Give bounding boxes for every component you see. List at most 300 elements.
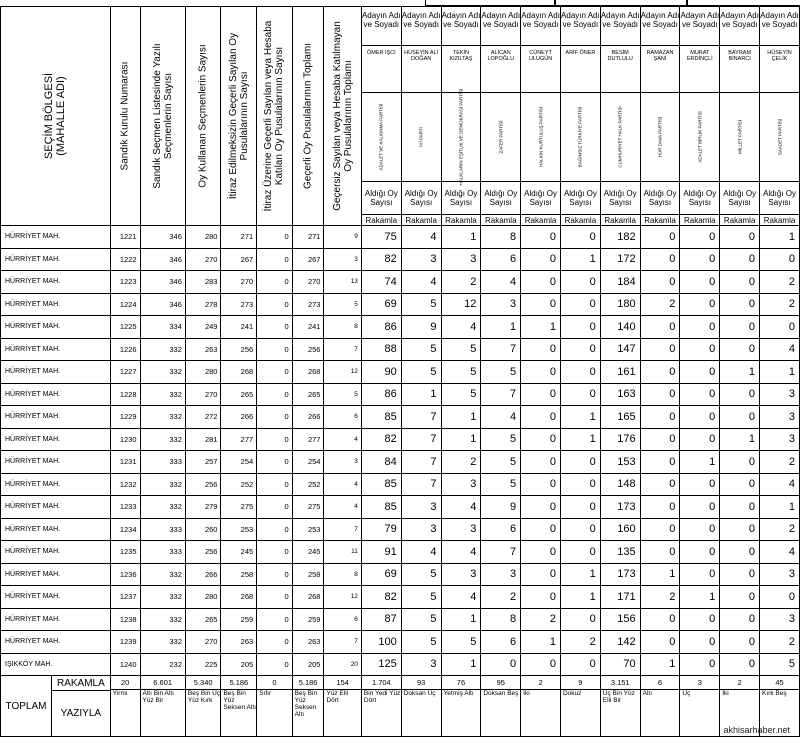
- candidate-votes-cell: 0: [560, 541, 600, 564]
- candidate-votes-cell: 156: [600, 608, 640, 631]
- candidate-votes-cell: 86: [361, 383, 401, 406]
- candidate-votes-cell: 0: [521, 473, 561, 496]
- total-words-cell: Altı: [640, 690, 680, 737]
- candidate-votes-cell: 7: [401, 406, 441, 429]
- ballot-box-cell: 1238: [110, 608, 140, 631]
- candidate-votes-cell: 0: [521, 518, 561, 541]
- candidate-votes-cell: 4: [760, 541, 800, 564]
- candidate-votes-cell: 0: [521, 586, 561, 609]
- total-words-cell: Altı Bin Altı Yüz Bir: [140, 690, 185, 737]
- total-words-cell: Üç Bin Yüz Elli Bir: [600, 690, 640, 737]
- candidate-votes-cell: 180: [600, 293, 640, 316]
- candidate-votes-cell: 5: [401, 361, 441, 384]
- candidate-header-1: [361, 7, 401, 226]
- candidate-votes-cell: 5: [401, 586, 441, 609]
- total-words-cell: İki: [521, 690, 561, 737]
- candidate-header-label: Adayın Adı ve Soyadı: [521, 7, 560, 46]
- aldigi-label: Aldığı Oy Sayısı: [760, 182, 799, 215]
- candidate-votes-cell: 161: [600, 361, 640, 384]
- candidate-votes-cell: 0: [640, 338, 680, 361]
- mahalle-cell: HÜRRİYET MAH.: [1, 406, 111, 429]
- invalid-cell: 3: [324, 451, 361, 474]
- candidate-votes-cell: 0: [720, 653, 760, 676]
- total-words-cell: Beş Bin Yüz Seksen Altı: [221, 690, 257, 737]
- candidate-votes-cell: 0: [640, 608, 680, 631]
- candidate-votes-cell: 7: [401, 451, 441, 474]
- candidate-votes-cell: 2: [441, 451, 481, 474]
- candidate-votes-cell: 4: [481, 406, 521, 429]
- mahalle-cell: HÜRRİYET MAH.: [1, 473, 111, 496]
- registered-cell: 332: [140, 406, 185, 429]
- candidate-header-7: [600, 7, 640, 226]
- invalid-cell: 7: [324, 631, 361, 654]
- objected-valid-cell: 0: [257, 383, 292, 406]
- invalid-cell: 4: [324, 473, 361, 496]
- candidate-party: ZAFER PARTİSİ: [481, 93, 520, 182]
- candidate-votes-cell: 1: [560, 563, 600, 586]
- rakamla-label: Rakamla: [644, 215, 676, 225]
- total-number-cell: 3.151: [600, 676, 640, 690]
- candidate-header-label: Adayın Adı ve Soyadı: [760, 7, 799, 46]
- candidate-votes-cell: 0: [640, 631, 680, 654]
- ballot-box-cell: 1231: [110, 451, 140, 474]
- mahalle-cell: HÜRRİYET MAH.: [1, 293, 111, 316]
- registered-cell: 332: [140, 361, 185, 384]
- candidate-header-label: Adayın Adı ve Soyadı: [680, 7, 719, 46]
- totals-rakamla-row: [1, 676, 800, 690]
- valid-total-cell: 277: [292, 428, 324, 451]
- candidate-votes-cell: 0: [760, 248, 800, 271]
- invalid-cell: 13: [324, 271, 361, 294]
- voted-cell: 270: [185, 383, 221, 406]
- candidate-votes-cell: 0: [560, 338, 600, 361]
- voted-cell: 270: [185, 248, 221, 271]
- table-row: [1, 428, 800, 451]
- candidate-votes-cell: 1: [441, 653, 481, 676]
- candidate-party: İYİ PARTİ: [402, 93, 441, 182]
- candidate-votes-cell: 1: [441, 406, 481, 429]
- voted-cell: 280: [185, 226, 221, 249]
- candidate-header-label: Adayın Adı ve Soyadı: [402, 7, 441, 46]
- valid-cell: 259: [221, 608, 257, 631]
- ballot-box-cell: 1232: [110, 473, 140, 496]
- invalid-cell: 7: [324, 338, 361, 361]
- invalid-cell: 5: [324, 383, 361, 406]
- invalid-cell: 20: [324, 653, 361, 676]
- candidate-votes-cell: 0: [720, 226, 760, 249]
- candidate-votes-cell: 7: [401, 428, 441, 451]
- valid-total-cell: 267: [292, 248, 324, 271]
- table-row: [1, 653, 800, 676]
- voted-cell: 256: [185, 541, 221, 564]
- objected-valid-cell: 0: [257, 248, 292, 271]
- total-words-cell: Yüz Elli Dört: [324, 690, 361, 737]
- mahalle-cell: IŞIKKÖY MAH.: [1, 653, 111, 676]
- candidate-votes-cell: 0: [720, 271, 760, 294]
- registered-cell: 232: [140, 653, 185, 676]
- candidate-votes-cell: 0: [720, 406, 760, 429]
- total-words-cell: İki: [720, 690, 760, 737]
- registered-cell: 346: [140, 271, 185, 294]
- voted-cell: 280: [185, 361, 221, 384]
- valid-total-header: Geçerli Oy Pusulalarının Toplamı: [292, 7, 324, 226]
- candidate-votes-cell: 0: [680, 541, 720, 564]
- candidate-votes-cell: 148: [600, 473, 640, 496]
- table-row: [1, 496, 800, 519]
- voted-cell: 266: [185, 563, 221, 586]
- candidate-votes-cell: 0: [560, 451, 600, 474]
- total-words-cell: Beş Bin Yüz Seksen Altı: [292, 690, 324, 737]
- candidate-votes-cell: 0: [560, 226, 600, 249]
- objected-valid-cell: 0: [257, 563, 292, 586]
- ballot-box-cell: 1235: [110, 541, 140, 564]
- candidate-votes-cell: 0: [680, 361, 720, 384]
- total-number-cell: 95: [481, 676, 521, 690]
- total-words-cell: Yetmiş Altı: [441, 690, 481, 737]
- candidate-votes-cell: 0: [680, 563, 720, 586]
- candidate-votes-cell: 85: [361, 473, 401, 496]
- candidate-votes-cell: 0: [521, 226, 561, 249]
- candidate-votes-cell: 7: [481, 541, 521, 564]
- candidate-votes-cell: 0: [680, 631, 720, 654]
- candidate-votes-cell: 4: [401, 541, 441, 564]
- candidate-votes-cell: 100: [361, 631, 401, 654]
- valid-cell: 253: [221, 518, 257, 541]
- candidate-votes-cell: 8: [481, 608, 521, 631]
- candidate-votes-cell: 0: [640, 248, 680, 271]
- candidate-votes-cell: 172: [600, 248, 640, 271]
- table-row: [1, 226, 800, 249]
- objected-valid-cell: 0: [257, 451, 292, 474]
- valid-cell: 267: [221, 248, 257, 271]
- candidate-name: TEKİN KIZILTAŞ: [442, 46, 481, 93]
- candidate-votes-cell: 0: [680, 428, 720, 451]
- candidate-votes-cell: 1: [680, 586, 720, 609]
- registered-cell: 332: [140, 608, 185, 631]
- valid-total-cell: 253: [292, 518, 324, 541]
- total-number-cell: 93: [401, 676, 441, 690]
- candidate-votes-cell: 0: [680, 608, 720, 631]
- candidate-name: MURAT ERDİNÇLİ: [680, 46, 719, 93]
- objected-valid-cell: 0: [257, 271, 292, 294]
- candidate-votes-cell: 2: [481, 586, 521, 609]
- mahalle-cell: HÜRRİYET MAH.: [1, 541, 111, 564]
- candidate-votes-cell: 9: [401, 316, 441, 339]
- table-row: [1, 518, 800, 541]
- candidate-votes-cell: 79: [361, 518, 401, 541]
- total-words-cell: Doksan Üç: [401, 690, 441, 737]
- voted-cell: 256: [185, 473, 221, 496]
- rakamla-label: Rakamla: [405, 215, 437, 225]
- registered-cell: 332: [140, 631, 185, 654]
- candidate-votes-cell: 85: [361, 496, 401, 519]
- totals-yaziyla-row: [1, 690, 800, 737]
- candidate-votes-cell: 1: [401, 383, 441, 406]
- total-words-cell: Doksan Beş: [481, 690, 521, 737]
- candidate-votes-cell: 86: [361, 316, 401, 339]
- candidate-votes-cell: 0: [521, 451, 561, 474]
- objected-valid-cell: 0: [257, 586, 292, 609]
- candidate-votes-cell: 82: [361, 248, 401, 271]
- candidate-votes-cell: 85: [361, 406, 401, 429]
- watermark: akhisarhaber.net: [723, 725, 790, 735]
- candidate-votes-cell: 90: [361, 361, 401, 384]
- candidate-votes-cell: 0: [680, 293, 720, 316]
- aldigi-label: Aldığı Oy Sayısı: [521, 182, 560, 215]
- total-words-cell: Kırk Beş: [760, 690, 800, 737]
- total-number-cell: 20: [110, 676, 140, 690]
- valid-cell: 268: [221, 586, 257, 609]
- candidate-votes-cell: 4: [441, 316, 481, 339]
- candidate-votes-cell: 1: [680, 451, 720, 474]
- registered-cell: 332: [140, 473, 185, 496]
- candidate-votes-cell: 2: [760, 631, 800, 654]
- total-words-cell: Dokuz: [560, 690, 600, 737]
- table-row: [1, 316, 800, 339]
- candidate-votes-cell: 165: [600, 406, 640, 429]
- ballot-box-cell: 1221: [110, 226, 140, 249]
- candidate-votes-cell: 2: [441, 271, 481, 294]
- candidate-votes-cell: 5: [401, 563, 441, 586]
- valid-cell: 277: [221, 428, 257, 451]
- candidate-votes-cell: 88: [361, 338, 401, 361]
- rakamla-label: Rakamla: [484, 215, 517, 225]
- registered-cell: 333: [140, 518, 185, 541]
- registered-cell: 333: [140, 451, 185, 474]
- rakamla-label: Rakamla: [524, 215, 557, 225]
- valid-total-cell: 256: [292, 338, 324, 361]
- candidate-votes-cell: 3: [760, 383, 800, 406]
- candidate-votes-cell: 0: [680, 248, 720, 271]
- total-number-cell: 76: [441, 676, 481, 690]
- candidate-votes-cell: 0: [680, 226, 720, 249]
- aldigi-label: Aldığı Oy Sayısı: [402, 182, 441, 215]
- rakamla-label: Rakamla: [564, 215, 597, 225]
- candidate-votes-cell: 0: [560, 608, 600, 631]
- voted-cell: 279: [185, 496, 221, 519]
- candidate-name: HÜSEYİN ÇELİK: [760, 46, 799, 93]
- candidate-votes-cell: 2: [560, 631, 600, 654]
- candidate-votes-cell: 0: [521, 563, 561, 586]
- candidate-votes-cell: 0: [720, 541, 760, 564]
- candidate-votes-cell: 182: [600, 226, 640, 249]
- candidate-header-2: [401, 7, 441, 226]
- candidate-votes-cell: 0: [680, 316, 720, 339]
- voted-cell: 281: [185, 428, 221, 451]
- candidate-header-9: [680, 7, 720, 226]
- candidate-votes-cell: 7: [481, 338, 521, 361]
- candidate-votes-cell: 3: [441, 473, 481, 496]
- candidate-votes-cell: 0: [560, 473, 600, 496]
- total-words-cell: Beş Bin Üç Yüz Kırk: [185, 690, 221, 737]
- candidate-votes-cell: 1: [521, 316, 561, 339]
- candidate-header-4: [481, 7, 521, 226]
- candidate-votes-cell: 5: [441, 338, 481, 361]
- ballot-box-cell: 1224: [110, 293, 140, 316]
- candidate-votes-cell: 0: [680, 338, 720, 361]
- ballot-box-cell: 1236: [110, 563, 140, 586]
- candidate-votes-cell: 0: [560, 653, 600, 676]
- rakamla-label: Rakamla: [763, 215, 796, 225]
- candidate-votes-cell: 5: [441, 383, 481, 406]
- candidate-votes-cell: 0: [481, 653, 521, 676]
- ballot-box-cell: 1225: [110, 316, 140, 339]
- candidate-header-11: [760, 7, 800, 226]
- candidate-votes-cell: 4: [441, 496, 481, 519]
- valid-cell: 205: [221, 653, 257, 676]
- valid-cell: 271: [221, 226, 257, 249]
- candidate-votes-cell: 3: [401, 248, 441, 271]
- candidate-votes-cell: 2: [760, 451, 800, 474]
- candidate-party: MİLLET PARTİSİ: [720, 93, 759, 182]
- candidate-votes-cell: 0: [720, 608, 760, 631]
- table-row: [1, 608, 800, 631]
- table-row: [1, 451, 800, 474]
- candidate-votes-cell: 4: [760, 473, 800, 496]
- candidate-header-10: [720, 7, 760, 226]
- rakamla-label: Rakamla: [445, 215, 477, 225]
- candidate-votes-cell: 5: [401, 631, 441, 654]
- candidate-votes-cell: 0: [720, 383, 760, 406]
- candidate-votes-cell: 0: [560, 293, 600, 316]
- candidate-votes-cell: 5: [401, 338, 441, 361]
- candidate-votes-cell: 1: [521, 631, 561, 654]
- candidate-votes-cell: 2: [521, 608, 561, 631]
- candidate-votes-cell: 2: [760, 271, 800, 294]
- valid-cell: 273: [221, 293, 257, 316]
- candidate-votes-cell: 0: [680, 473, 720, 496]
- candidate-votes-cell: 125: [361, 653, 401, 676]
- mahalle-cell: HÜRRİYET MAH.: [1, 271, 111, 294]
- candidate-votes-cell: 142: [600, 631, 640, 654]
- candidate-votes-cell: 0: [680, 518, 720, 541]
- candidate-votes-cell: 3: [760, 563, 800, 586]
- registered-header: Sandık Seçmen Listesinde Yazılı Seçmenlerin Sayısı: [140, 7, 185, 226]
- candidate-votes-cell: 69: [361, 293, 401, 316]
- objected-valid-cell: 0: [257, 293, 292, 316]
- candidate-votes-cell: 0: [760, 316, 800, 339]
- table-row: [1, 541, 800, 564]
- registered-cell: 346: [140, 226, 185, 249]
- voted-cell: 225: [185, 653, 221, 676]
- valid-header: İtiraz Edilmeksizin Geçerli Sayılan Oy Pusulalarının Sayısı: [221, 7, 257, 226]
- candidate-votes-cell: 0: [680, 653, 720, 676]
- total-words-cell: Yirmi: [110, 690, 140, 737]
- invalid-cell: 12: [324, 586, 361, 609]
- valid-cell: 256: [221, 338, 257, 361]
- candidate-votes-cell: 12: [441, 293, 481, 316]
- objected-valid-header: İtiraz Üzerine Geçerli Sayılan veya Hesaba Katılan Oy Pusulalarının Sayısı: [257, 7, 292, 226]
- aldigi-label: Aldığı Oy Sayısı: [561, 182, 600, 215]
- candidate-votes-cell: 1: [481, 316, 521, 339]
- valid-cell: 245: [221, 541, 257, 564]
- valid-cell: 265: [221, 383, 257, 406]
- candidate-votes-cell: 6: [481, 518, 521, 541]
- invalid-cell: 6: [324, 406, 361, 429]
- valid-total-cell: 266: [292, 406, 324, 429]
- rakamla-label: Rakamla: [604, 215, 636, 225]
- candidate-votes-cell: 0: [720, 473, 760, 496]
- candidate-votes-cell: 3: [760, 428, 800, 451]
- objected-valid-cell: 0: [257, 653, 292, 676]
- candidate-votes-cell: 0: [640, 271, 680, 294]
- candidate-header-label: Adayın Adı ve Soyadı: [442, 7, 481, 46]
- toplam-label: TOPLAM: [1, 676, 52, 736]
- candidate-votes-cell: 160: [600, 518, 640, 541]
- valid-cell: 268: [221, 361, 257, 384]
- ballot-box-cell: 1234: [110, 518, 140, 541]
- mahalle-cell: HÜRRİYET MAH.: [1, 563, 111, 586]
- objected-valid-cell: 0: [257, 406, 292, 429]
- ballot-box-cell: 1222: [110, 248, 140, 271]
- candidate-votes-cell: 3: [401, 496, 441, 519]
- candidate-votes-cell: 70: [600, 653, 640, 676]
- candidate-votes-cell: 1: [640, 563, 680, 586]
- total-words-cell: Sıfır: [257, 690, 292, 737]
- total-number-cell: 3: [680, 676, 720, 690]
- candidate-votes-cell: 0: [640, 428, 680, 451]
- candidate-votes-cell: 0: [720, 563, 760, 586]
- candidate-votes-cell: 0: [680, 271, 720, 294]
- total-number-cell: 5.186: [221, 676, 257, 690]
- candidate-votes-cell: 1: [720, 361, 760, 384]
- candidate-votes-cell: 7: [401, 473, 441, 496]
- valid-cell: 266: [221, 406, 257, 429]
- candidate-votes-cell: 8: [481, 226, 521, 249]
- candidate-votes-cell: 1: [560, 428, 600, 451]
- ballot-box-cell: 1233: [110, 496, 140, 519]
- total-number-cell: 1.704: [361, 676, 401, 690]
- candidate-votes-cell: 9: [481, 496, 521, 519]
- candidate-votes-cell: 3: [441, 563, 481, 586]
- candidate-name: CÜNEYT ULUGÜN: [521, 46, 560, 93]
- candidate-votes-cell: 0: [640, 496, 680, 519]
- candidate-votes-cell: 0: [640, 541, 680, 564]
- candidate-votes-cell: 0: [680, 496, 720, 519]
- candidate-votes-cell: 4: [760, 338, 800, 361]
- candidate-name: BESİM DUTLULU: [601, 46, 640, 93]
- aldigi-label: Aldığı Oy Sayısı: [481, 182, 520, 215]
- valid-cell: 270: [221, 271, 257, 294]
- ballot-box-cell: 1229: [110, 406, 140, 429]
- candidate-header-label: Adayın Adı ve Soyadı: [720, 7, 759, 46]
- valid-total-cell: 245: [292, 541, 324, 564]
- candidate-votes-cell: 0: [720, 338, 760, 361]
- candidate-votes-cell: 1: [640, 653, 680, 676]
- candidate-votes-cell: 7: [481, 383, 521, 406]
- valid-total-cell: 258: [292, 563, 324, 586]
- ballot-box-header: Sandık Kurulu Numarası: [110, 7, 140, 226]
- candidate-votes-cell: 1: [720, 428, 760, 451]
- candidate-votes-cell: 0: [521, 383, 561, 406]
- candidate-votes-cell: 0: [521, 541, 561, 564]
- voted-cell: 249: [185, 316, 221, 339]
- voted-header: Oy Kullanan Seçmenlerin Sayısı: [185, 7, 221, 226]
- candidate-votes-cell: 135: [600, 541, 640, 564]
- rakamla-label: Rakamla: [684, 215, 716, 225]
- voted-cell: 272: [185, 406, 221, 429]
- candidate-votes-cell: 3: [760, 608, 800, 631]
- candidate-votes-cell: 0: [640, 451, 680, 474]
- candidate-votes-cell: 0: [560, 518, 600, 541]
- total-words-cell: Üç: [680, 690, 720, 737]
- valid-cell: 241: [221, 316, 257, 339]
- yaziyla-total-label: YAZIYLA: [60, 708, 102, 719]
- objected-valid-cell: 0: [257, 608, 292, 631]
- candidate-votes-cell: 75: [361, 226, 401, 249]
- mahalle-cell: HÜRRİYET MAH.: [1, 518, 111, 541]
- voted-cell: 263: [185, 338, 221, 361]
